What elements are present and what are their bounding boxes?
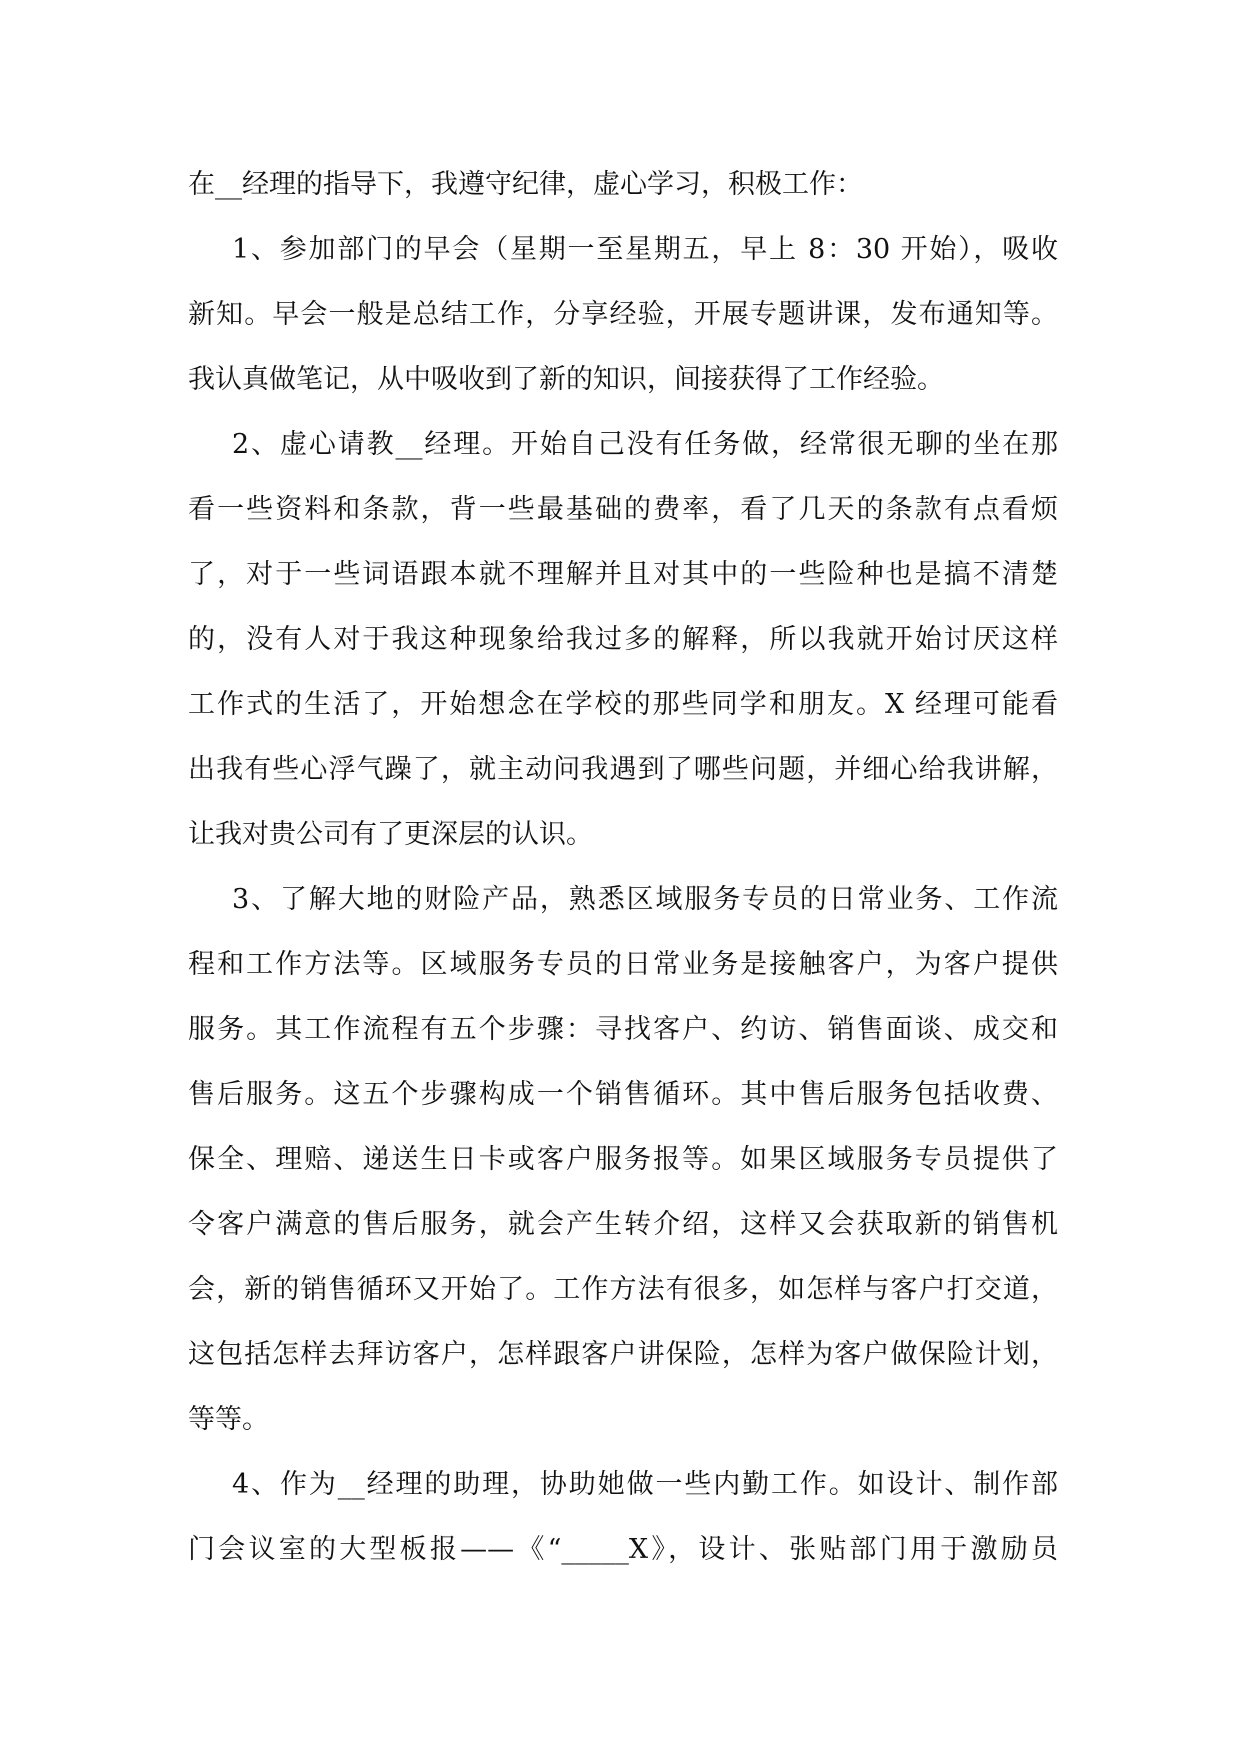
- text-line: 4、作为__经理的助理，协助她做一些内勤工作。如设计、制作部: [232, 1469, 1058, 1500]
- text-line: 售后服务。这五个步骤构成一个销售循环。其中售后服务包括收费、: [188, 1079, 1058, 1110]
- text-line: 2、虚心请教__经理。开始自己没有任务做，经常很无聊的坐在那: [232, 429, 1058, 460]
- text-line: 了，对于一些词语跟本就不理解并且对其中的一些险种也是搞不清楚: [188, 559, 1058, 590]
- text-line: 我认真做笔记，从中吸收到了新的知识，间接获得了工作经验。: [188, 364, 944, 395]
- text-line: 等等。: [188, 1404, 269, 1435]
- text-line: 让我对贵公司有了更深层的认识。: [188, 819, 593, 850]
- text-line: 在__经理的指导下，我遵守纪律，虚心学习，积极工作：: [188, 169, 863, 200]
- document-body: [188, 158, 1058, 1588]
- text-line: 程和工作方法等。区域服务专员的日常业务是接触客户，为客户提供: [188, 949, 1058, 980]
- text-line: 3、了解大地的财险产品，熟悉区域服务专员的日常业务、工作流: [232, 884, 1058, 915]
- text-line: 会，新的销售循环又开始了。工作方法有很多，如怎样与客户打交道，: [188, 1274, 1058, 1305]
- text-line: 服务。其工作流程有五个步骤：寻找客户、约访、销售面谈、成交和: [188, 1014, 1058, 1045]
- text-line: 工作式的生活了，开始想念在学校的那些同学和朋友。X 经理可能看: [188, 689, 1058, 720]
- text-line: 出我有些心浮气躁了，就主动问我遇到了哪些问题，并细心给我讲解，: [188, 754, 1058, 785]
- text-line: 门会议室的大型板报——《“_____X》，设计、张贴部门用于激励员: [188, 1534, 1058, 1565]
- text-line: 保全、理赔、递送生日卡或客户服务报等。如果区域服务专员提供了: [188, 1144, 1058, 1175]
- text-line: 令客户满意的售后服务，就会产生转介绍，这样又会获取新的销售机: [188, 1209, 1058, 1240]
- text-line: 的，没有人对于我这种现象给我过多的解释，所以我就开始讨厌这样: [188, 624, 1058, 655]
- text-line: 新知。早会一般是总结工作，分享经验，开展专题讲课，发布通知等。: [188, 299, 1058, 330]
- text-line: 这包括怎样去拜访客户，怎样跟客户讲保险，怎样为客户做保险计划，: [188, 1339, 1058, 1370]
- text-line: 看一些资料和条款，背一些最基础的费率，看了几天的条款有点看烦: [188, 494, 1058, 525]
- text-line: 1、参加部门的早会（星期一至星期五，早上 8：30 开始），吸收: [232, 234, 1058, 265]
